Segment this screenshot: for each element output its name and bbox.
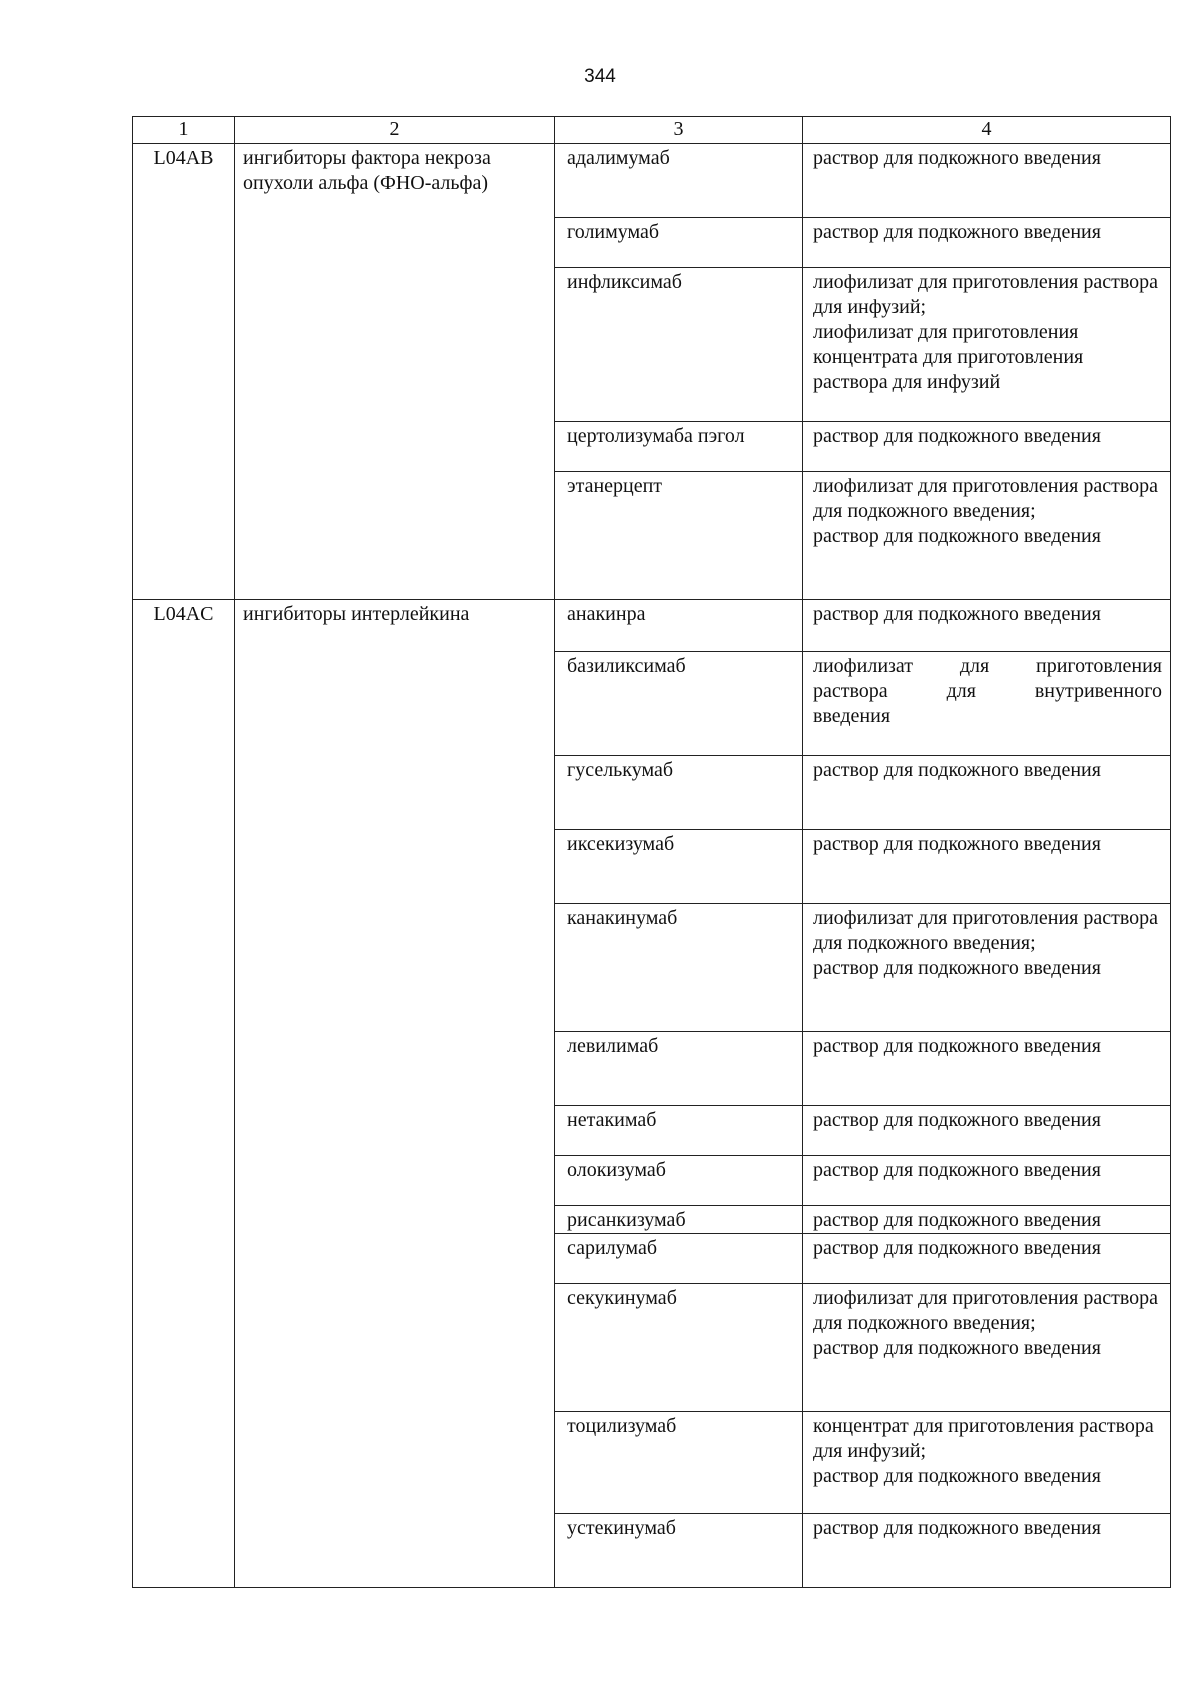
dosage-form-text: раствор для подкожного введения — [813, 221, 1101, 243]
drug-name-cell: этанерцепт — [555, 472, 803, 600]
dosage-form-cell — [803, 830, 1171, 904]
dosage-form-text: раствор для подкожного введения — [813, 1159, 1101, 1181]
drug-name-cell: рисанкизумаб — [555, 1206, 803, 1234]
drug-name-cell: канакинумаб — [555, 904, 803, 1032]
atc-code-cell: L04AB — [133, 144, 235, 600]
dosage-form-cell — [803, 652, 1171, 756]
page-number: 344 — [584, 66, 616, 87]
dosage-form-text: раствор для подкожного введения — [813, 759, 1101, 781]
dosage-form-cell — [803, 422, 1171, 472]
dosage-form-cell — [803, 472, 1171, 600]
drug-name-cell: голимумаб — [555, 218, 803, 268]
dosage-form-cell — [803, 268, 1171, 422]
table-row — [133, 144, 1171, 218]
dosage-form-cell — [803, 1514, 1171, 1588]
dosage-form-text: раствор для подкожного введения — [813, 1109, 1101, 1131]
dosage-form-cell — [803, 904, 1171, 1032]
drug-name-cell: нетакимаб — [555, 1106, 803, 1156]
dosage-form-text: лиофилизат для приготовления раствора для инфузий; — [813, 271, 1159, 318]
drug-name-cell: левилимаб — [555, 1032, 803, 1106]
dosage-form-cell — [803, 1032, 1171, 1106]
dosage-form-cell — [803, 218, 1171, 268]
dosage-form-text: раствор для подкожного введения — [813, 425, 1101, 447]
table-header-row — [133, 117, 1171, 144]
dosage-form-cell — [803, 600, 1171, 652]
dosage-form-text: раствор для подкожного введения — [813, 603, 1101, 625]
dosage-form-text: раствор для подкожного введения — [813, 1237, 1101, 1259]
dosage-form-text: раствор для подкожного введения — [813, 1465, 1101, 1487]
dosage-form-text: лиофилизат для приготовления раствора для внутривенного введения — [813, 655, 1162, 727]
column-header-1: 1 — [133, 117, 235, 144]
drug-name-cell: инфликсимаб — [555, 268, 803, 422]
dosage-form-cell — [803, 1234, 1171, 1284]
drug-name-cell: устекинумаб — [555, 1514, 803, 1588]
dosage-form-text: раствор для подкожного введения — [813, 525, 1101, 547]
column-header-4: 4 — [803, 117, 1171, 144]
drug-name-cell: иксекизумаб — [555, 830, 803, 904]
drug-table-container — [132, 116, 1170, 1588]
drug-name-cell: тоцилизумаб — [555, 1412, 803, 1514]
dosage-form-text: лиофилизат для приготовления концентрата для приготовления раствора для инфузий — [813, 321, 1084, 393]
dosage-form-cell — [803, 1156, 1171, 1206]
drug-name-cell: олокизумаб — [555, 1156, 803, 1206]
drug-name-cell: базиликсимаб — [555, 652, 803, 756]
dosage-form-cell — [803, 1206, 1171, 1234]
dosage-form-text: лиофилизат для приготовления раствора для подкожного введения; — [813, 1287, 1159, 1334]
dosage-form-text: концентрат для приготовления раствора для инфузий; — [813, 1415, 1154, 1462]
group-name-cell: ингибиторы фактора некроза опухоли альфа (ФНО-альфа) — [235, 144, 555, 600]
dosage-form-text: лиофилизат для приготовления раствора для подкожного введения; — [813, 475, 1159, 522]
dosage-form-cell — [803, 1106, 1171, 1156]
dosage-form-cell — [803, 1284, 1171, 1412]
drug-name-cell: сарилумаб — [555, 1234, 803, 1284]
column-header-3: 3 — [555, 117, 803, 144]
dosage-form-cell — [803, 756, 1171, 830]
dosage-form-cell — [803, 144, 1171, 218]
atc-code-cell: L04AC — [133, 600, 235, 1588]
dosage-form-text: раствор для подкожного введения — [813, 147, 1101, 169]
dosage-form-text: раствор для подкожного введения — [813, 1209, 1101, 1231]
group-name-cell: ингибиторы интерлейкина — [235, 600, 555, 1588]
drug-name-cell: секукинумаб — [555, 1284, 803, 1412]
drug-name-cell: гуселькумаб — [555, 756, 803, 830]
drug-name-cell: адалимумаб — [555, 144, 803, 218]
dosage-form-text: раствор для подкожного введения — [813, 833, 1101, 855]
table-row — [133, 600, 1171, 652]
drug-name-cell: цертолизумаба пэгол — [555, 422, 803, 472]
dosage-form-text: раствор для подкожного введения — [813, 1517, 1101, 1539]
drug-name-cell: анакинра — [555, 600, 803, 652]
column-header-2: 2 — [235, 117, 555, 144]
dosage-form-text: раствор для подкожного введения — [813, 1337, 1101, 1359]
dosage-form-text: раствор для подкожного введения — [813, 957, 1101, 979]
drug-table — [132, 116, 1171, 1588]
dosage-form-text: лиофилизат для приготовления раствора для подкожного введения; — [813, 907, 1159, 954]
dosage-form-text: раствор для подкожного введения — [813, 1035, 1101, 1057]
dosage-form-cell — [803, 1412, 1171, 1514]
